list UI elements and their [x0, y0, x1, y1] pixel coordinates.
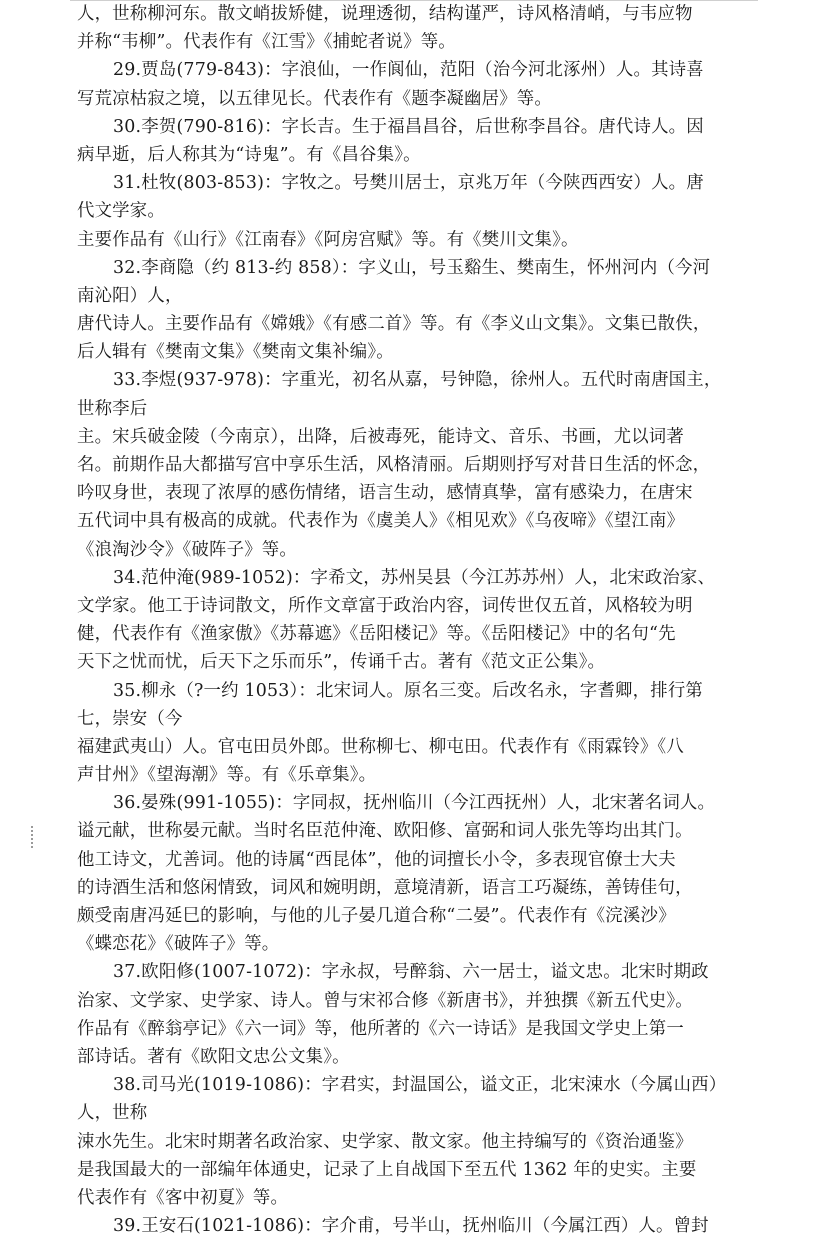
text-line: 37.欧阳修(1007-1072)：字永叔，号醉翁、六一居士，谥文忠。北宋时期政 [113, 962, 709, 983]
margin-marker [31, 826, 33, 848]
text-line: 涑水先生。北宋时期著名政治家、史学家、散文家。他主持编写的《资治通鉴》 [77, 1131, 693, 1152]
text-line: 部诗话。著有《欧阳文忠公文集》。 [77, 1046, 350, 1067]
document-page [77, 0, 747, 1240]
text-line: 主要作品有《山行》《江南春》《阿房宫赋》等。有《樊川文集》。 [77, 229, 579, 250]
text-line: 健，代表作有《渔家傲》《苏幕遮》《岳阳楼记》等。《岳阳楼记》中的名句“先 [77, 624, 676, 645]
text-line: 并称“韦柳”。代表作有《江雪》《捕蛇者说》等。 [77, 32, 456, 53]
text-line: 福建武夷山）人。官屯田员外郎。世称柳七、柳屯田。代表作有《雨霖铃》《八 [77, 736, 684, 757]
text-line: 人，世称柳河东。散文峭拔矫健，说理透彻，结构谨严，诗风格清峭，与韦应物 [77, 4, 693, 24]
text-line: 作品有《醉翁亭记》《六一词》等，他所著的《六一诗话》是我国文学史上第一 [77, 1018, 684, 1039]
text-line: 治家、文学家、史学家、诗人。曾与宋祁合修《新唐书》，并独撰《新五代史》。 [77, 990, 693, 1011]
text-line: 天下之忧而忧，后天下之乐而乐”，传诵千古。著有《范文正公集》。 [77, 652, 606, 673]
text-line: 《蝶恋花》《破阵子》等。 [77, 934, 280, 955]
text-line: 七，崇安（今 [77, 708, 183, 729]
text-line: 世称李后 [77, 398, 148, 419]
text-line: 35.柳永（?一约 1053）：北宋词人。原名三变。后改名永，字耆卿，排行第 [113, 680, 703, 701]
text-line: 34.范仲淹(989-1052)：字希文，苏州吴县（今江苏苏州）人，北宋政治家、 [113, 567, 716, 588]
text-line: 名。前期作品大都描写宫中享乐生活，风格清丽。后期则抒写对昔日生活的怀念， [77, 455, 711, 475]
text-line: 唐代诗人。主要作品有《嫦娥》《有感二首》等。有《李义山文集》。文集已散佚， [77, 314, 711, 335]
text-line: 29.贾岛(779-843)：字浪仙，一作阆仙，范阳（治今河北涿州）人。其诗喜 [113, 60, 704, 81]
text-line: 谥元献，世称晏元献。当时名臣范仲淹、欧阳修、富弼和词人张先等均出其门。 [77, 821, 693, 842]
text-line: 人，世称 [77, 1103, 148, 1124]
text-line: 写荒凉枯寂之境，以五律见长。代表作有《题李凝幽居》等。 [77, 88, 552, 109]
text-line: 32.李商隐（约 813-约 858）：字义山，号玉谿生、樊南生，怀州河内（今河 [113, 257, 711, 278]
text-line: 吟叹身世，表现了浓厚的感伤情绪，语言生动，感情真挚，富有感染力，在唐宋 [77, 483, 693, 504]
text-line: 38.司马光(1019-1086)：字君实，封温国公，谥文正，北宋涑水（今属山西） [113, 1075, 727, 1096]
text-line: 后人辑有《樊南文集》《樊南文集补编》。 [77, 342, 394, 363]
text-line: 南沁阳）人， [77, 285, 183, 306]
text-line: 声甘州》《望海潮》等。有《乐章集》。 [77, 765, 377, 786]
text-line: 30.李贺(790-816)：字长吉。生于福昌昌谷，后世称李昌谷。唐代诗人。因 [113, 116, 704, 137]
text-line: 主。宋兵破金陵（今南京），出降，后被毒死，能诗文、音乐、书画，尤以词著 [77, 426, 684, 447]
text-line: 31.杜牧(803-853)：字牧之。号樊川居士，京兆万年（今陕西西安）人。唐 [113, 173, 704, 194]
text-line: 39.王安石(1021-1086)：字介甫，号半山，抚州临川（今属江西）人。曾封 [113, 1216, 709, 1237]
text-line: 文学家。他工于诗词散文，所作文章富于政治内容，词传世仅五首，风格较为明 [77, 595, 693, 616]
text-line: 五代词中具有极高的成就。代表作为《虞美人》《相见欢》《乌夜啼》《望江南》 [77, 511, 685, 532]
text-line: 33.李煜(937-978)：字重光，初名从嘉，号钟隐，徐州人。五代时南唐国主， [113, 370, 722, 391]
text-line: 的诗酒生活和悠闲情致，词风和婉明朗，意境清新，语言工巧凝练，善铸佳句， [77, 877, 693, 898]
text-line: 36.晏殊(991-1055)：字同叔，抚州临川（今江西抚州）人，北宋著名词人。 [113, 793, 716, 814]
text-line: 代表作有《客中初夏》等。 [77, 1187, 289, 1208]
text-line: 代文学家。 [77, 201, 165, 222]
text-line: 他工诗文，尤善词。他的诗属“西昆体”，他的词擅长小令，多表现官僚士大夫 [77, 849, 676, 870]
text-line: 《浪淘沙令》《破阵子》等。 [77, 539, 297, 560]
text-line: 病早逝，后人称其为“诗鬼”。有《昌谷集》。 [77, 144, 421, 165]
text-line: 颇受南唐冯延巳的影响，与他的儿子晏几道合称“二晏”。代表作有《浣溪沙》 [77, 906, 676, 926]
text-line: 是我国最大的一部编年体通史，记录了上自战国下至五代 1362 年的史实。主要 [77, 1159, 697, 1180]
